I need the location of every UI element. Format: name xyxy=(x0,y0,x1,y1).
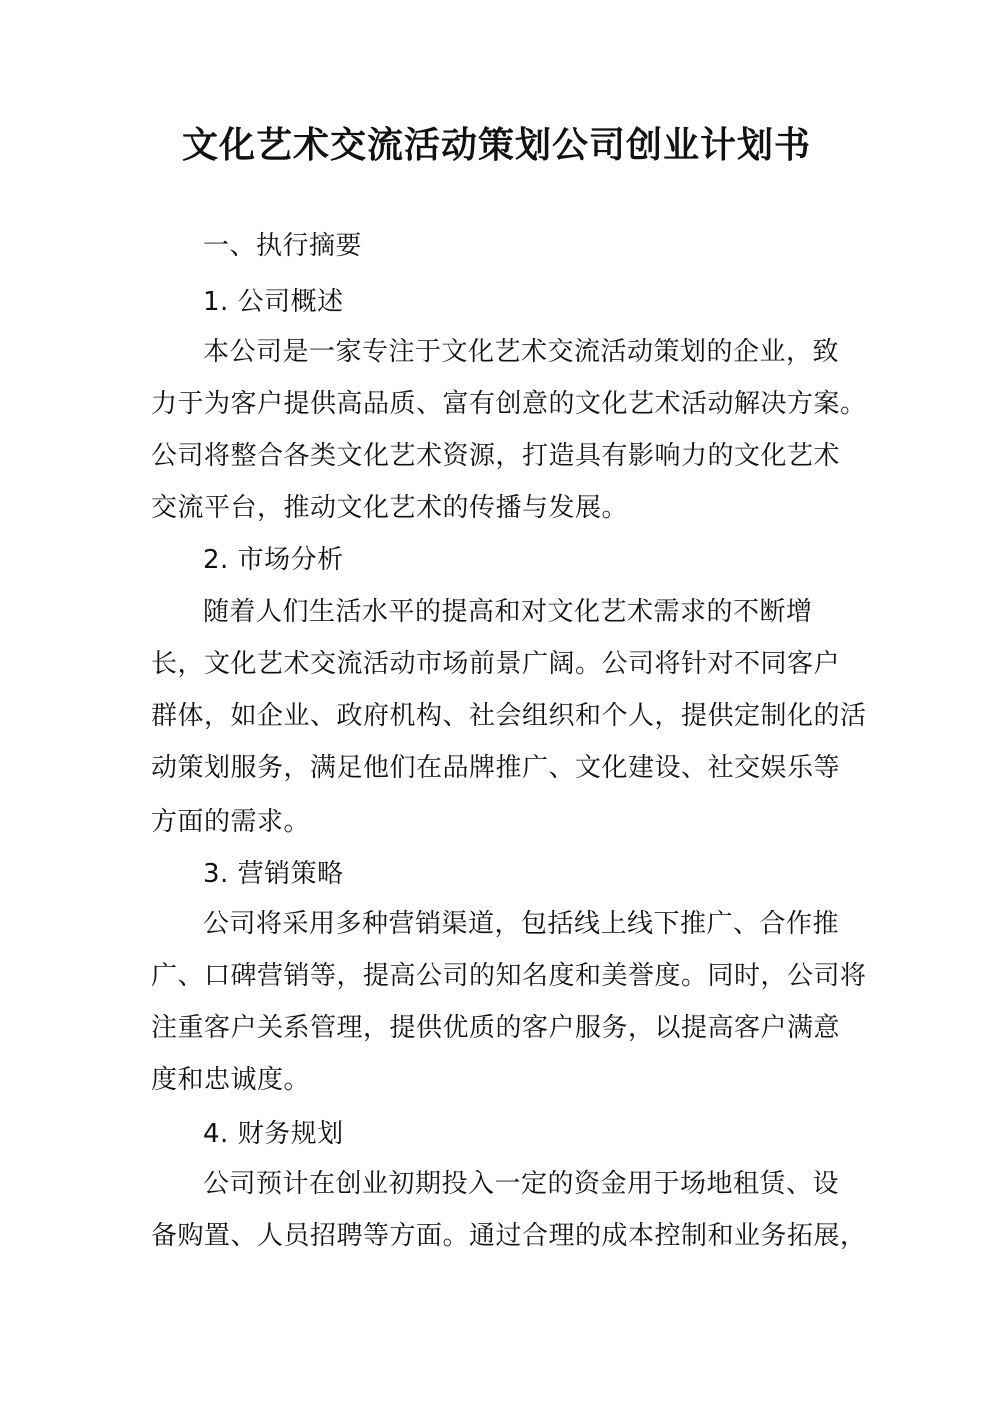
paragraph-line: 动策划服务，满足他们在品牌推广、文化建设、社交娱乐等 xyxy=(151,753,841,783)
paragraph-line: 交流平台，推动文化艺术的传播与发展。 xyxy=(151,493,629,523)
section-heading-executive-summary: 一、执行摘要 xyxy=(203,231,363,261)
paragraph-line: 长，文化艺术交流活动市场前景广阔。公司将针对不同客户 xyxy=(151,649,841,679)
paragraph-line: 随着人们生活水平的提高和对文化艺术需求的不断增 xyxy=(203,597,813,627)
paragraph-line: 广、口碑营销等，提高公司的知名度和美誉度。同时，公司将 xyxy=(151,961,867,991)
subsection-heading-financial-planning: 4. 财务规划 xyxy=(203,1119,344,1149)
paragraph-line: 力于为客户提供高品质、富有创意的文化艺术活动解决方案。 xyxy=(151,389,867,419)
paragraph-line: 群体，如企业、政府机构、社会组织和个人，提供定制化的活 xyxy=(151,701,867,731)
paragraph-line: 方面的需求。 xyxy=(151,807,311,837)
paragraph-line: 公司将采用多种营销渠道，包括线上线下推广、合作推 xyxy=(203,909,840,939)
paragraph-line: 备购置、人员招聘等方面。通过合理的成本控制和业务拓展， xyxy=(151,1221,867,1251)
paragraph-line: 公司预计在创业初期投入一定的资金用于场地租赁、设 xyxy=(203,1169,840,1199)
paragraph-line: 公司将整合各类文化艺术资源，打造具有影响力的文化艺术 xyxy=(151,441,841,471)
subsection-heading-company-overview: 1. 公司概述 xyxy=(203,287,344,317)
paragraph-line: 度和忠诚度。 xyxy=(151,1065,311,1095)
subsection-heading-marketing-strategy: 3. 营销策略 xyxy=(203,859,344,889)
paragraph-line: 注重客户关系管理，提供优质的客户服务，以提高客户满意 xyxy=(151,1013,841,1043)
subsection-heading-market-analysis: 2. 市场分析 xyxy=(203,545,344,575)
document-title: 文化艺术交流活动策划公司创业计划书 xyxy=(181,125,811,166)
paragraph-line: 本公司是一家专注于文化艺术交流活动策划的企业，致 xyxy=(203,337,840,367)
